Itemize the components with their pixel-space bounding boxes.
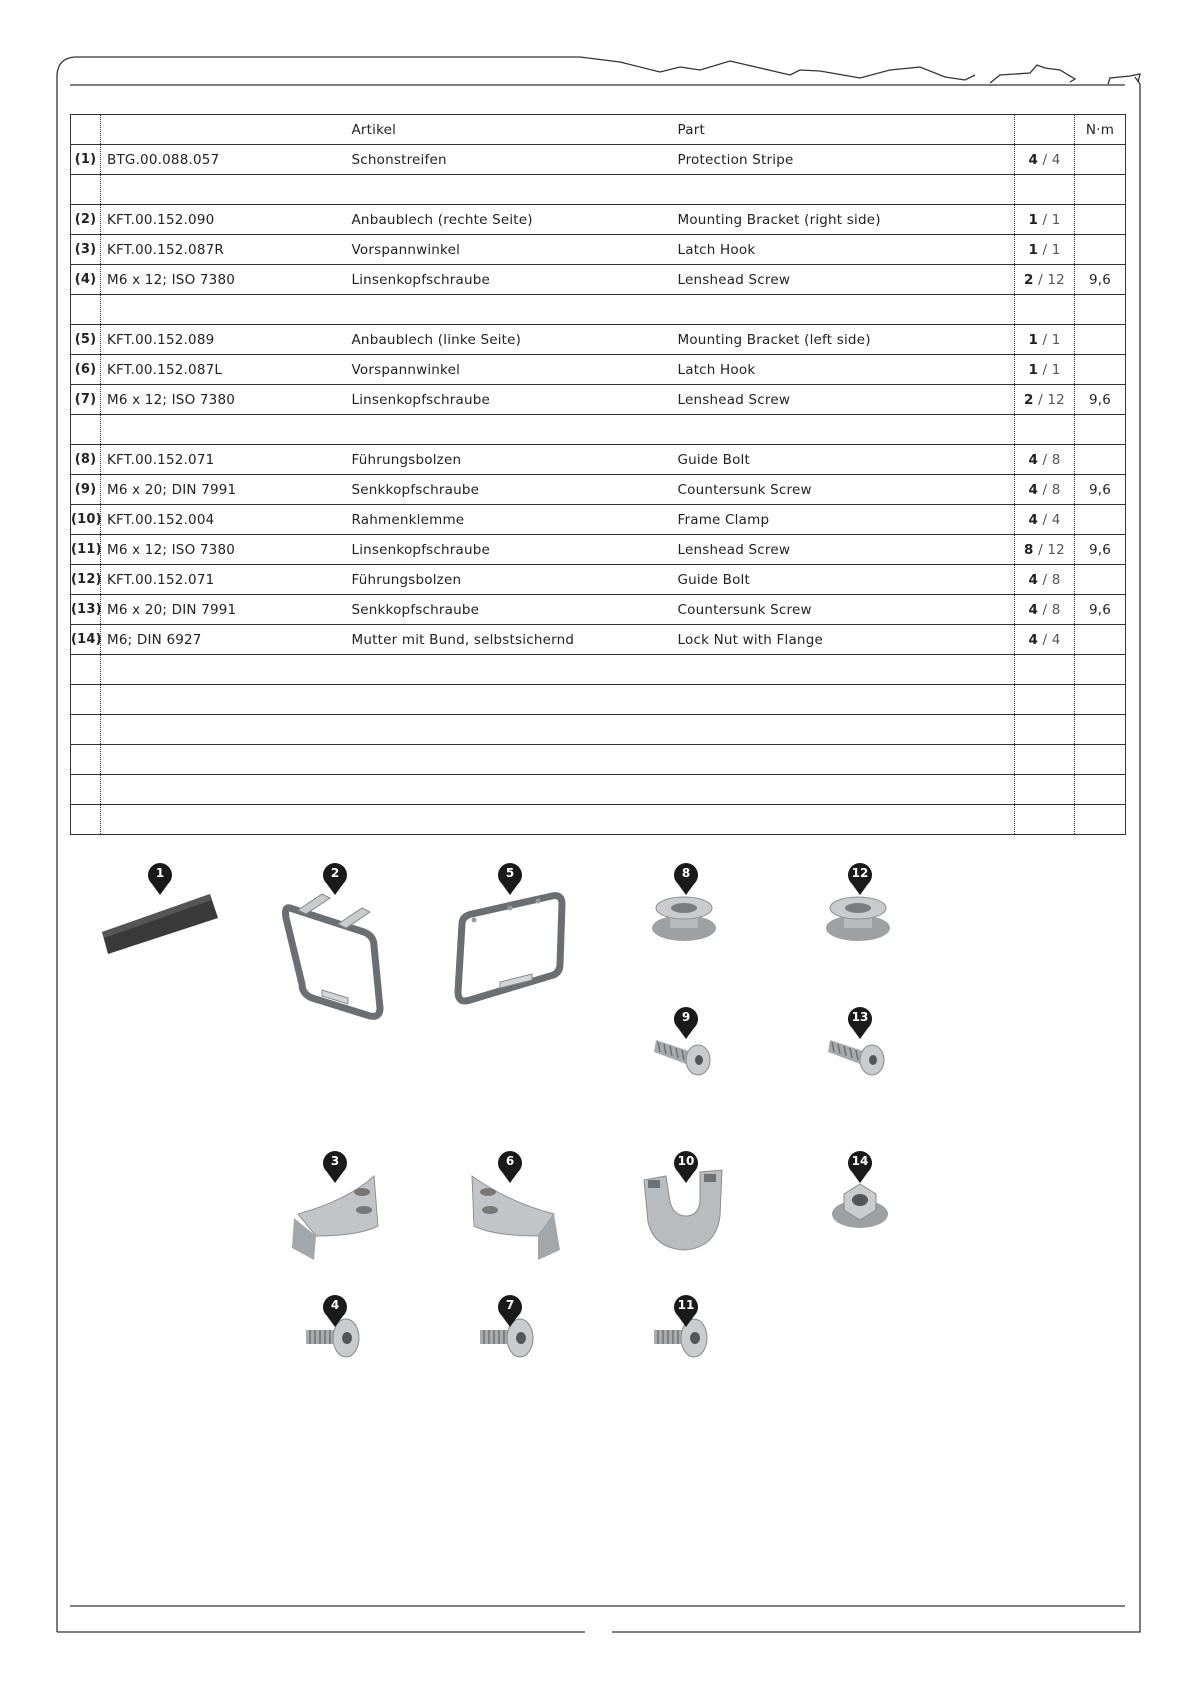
part-marker [322,1150,348,1184]
row-artikel: Senkkopfschraube [346,475,672,505]
header-artikel: Artikel [346,115,672,145]
table-row [71,625,1126,655]
part-marker [673,1150,699,1184]
row-qty [1015,745,1075,775]
qty-total: / 12 [1038,391,1065,408]
row-nm: 9,6 [1075,595,1126,625]
row-code: KFT.00.152.087R [101,235,346,265]
parts-table-body [71,115,1126,835]
row-qty [1015,295,1075,325]
row-nm [1075,445,1126,475]
table-row [71,775,1126,805]
qty-used: 1 [1028,211,1039,228]
part-marker-label: 2 [330,866,340,880]
header-index [71,115,101,145]
row-code: KFT.00.152.089 [101,325,346,355]
row-code: KFT.00.152.087L [101,355,346,385]
row-code: BTG.00.088.057 [101,145,346,175]
row-code [101,745,346,775]
row-artikel: Führungsbolzen [346,445,672,475]
row-qty [1015,475,1075,505]
row-nm [1075,505,1126,535]
row-index: (6) [71,355,101,385]
row-artikel [346,715,672,745]
row-artikel: Rahmenklemme [346,505,672,535]
part-marker [847,1006,873,1040]
row-artikel [346,805,672,835]
qty-used: 1 [1028,331,1039,348]
row-artikel [346,175,672,205]
row-artikel [346,745,672,775]
guide-bolt-photo-8 [648,888,720,946]
row-index: (5) [71,325,101,355]
part-marker-label: 6 [505,1154,515,1168]
table-row [71,385,1126,415]
row-qty [1015,595,1075,625]
qty-total: / 4 [1042,511,1061,528]
row-artikel: Linsenkopfschraube [346,385,672,415]
row-index: (2) [71,205,101,235]
row-index: (11) [71,535,101,565]
header-part: Part [672,115,1015,145]
part-marker [322,862,348,896]
row-part: Countersunk Screw [672,595,1015,625]
qty-total: / 1 [1042,361,1061,378]
table-row [71,745,1126,775]
row-nm [1075,145,1126,175]
row-artikel: Senkkopfschraube [346,595,672,625]
qty-total: / 12 [1038,541,1065,558]
row-index [71,295,101,325]
row-nm [1075,685,1126,715]
row-part: Guide Bolt [672,445,1015,475]
part-marker-label: 12 [851,866,869,880]
protection-stripe-photo [98,888,223,958]
row-part [672,655,1015,685]
row-part [672,685,1015,715]
row-part: Mounting Bracket (right side) [672,205,1015,235]
row-nm [1075,355,1126,385]
row-code: M6 x 12; ISO 7380 [101,265,346,295]
row-artikel [346,415,672,445]
row-artikel: Anbaublech (linke Seite) [346,325,672,355]
row-part: Lock Nut with Flange [672,625,1015,655]
row-qty [1015,175,1075,205]
row-code [101,805,346,835]
row-nm [1075,715,1126,745]
row-index: (4) [71,265,101,295]
table-row [71,205,1126,235]
qty-used: 8 [1024,541,1034,558]
row-artikel: Mutter mit Bund, selbstsichernd [346,625,672,655]
part-marker [322,1294,348,1328]
table-row [71,475,1126,505]
part-marker [497,862,523,896]
header-qty [1015,115,1075,145]
row-qty [1015,235,1075,265]
row-nm [1075,175,1126,205]
row-artikel: Linsenkopfschraube [346,535,672,565]
row-qty [1015,415,1075,445]
parts-table [70,114,1126,835]
table-row [71,145,1126,175]
row-nm [1075,625,1126,655]
header-code [101,115,346,145]
part-marker-label: 9 [681,1010,691,1024]
table-row [71,655,1126,685]
row-code [101,685,346,715]
row-code [101,715,346,745]
row-artikel [346,295,672,325]
row-code: M6 x 20; DIN 7991 [101,475,346,505]
qty-total: / 8 [1042,481,1061,498]
qty-total: / 4 [1042,151,1061,168]
table-row [71,235,1126,265]
row-index [71,415,101,445]
row-nm [1075,775,1126,805]
row-nm: 9,6 [1075,475,1126,505]
row-part: Frame Clamp [672,505,1015,535]
qty-total: / 12 [1038,271,1065,288]
table-row [71,295,1126,325]
row-qty [1015,685,1075,715]
qty-total: / 8 [1042,451,1061,468]
row-code [101,415,346,445]
row-nm: 9,6 [1075,265,1126,295]
qty-used: 4 [1028,511,1039,528]
row-code: KFT.00.152.090 [101,205,346,235]
row-qty [1015,505,1075,535]
row-qty [1015,655,1075,685]
lock-nut-photo [830,1180,890,1234]
part-marker [673,1006,699,1040]
qty-total: / 8 [1042,571,1061,588]
row-part: Lenshead Screw [672,535,1015,565]
part-marker-label: 7 [505,1298,515,1312]
qty-used: 1 [1028,241,1039,258]
part-marker-label: 14 [851,1154,869,1168]
mounting-bracket-right-photo [282,890,392,1030]
row-index [71,685,101,715]
qty-used: 2 [1024,271,1034,288]
row-artikel [346,685,672,715]
row-qty [1015,265,1075,295]
row-part [672,745,1015,775]
row-qty [1015,145,1075,175]
part-marker [497,1294,523,1328]
table-row [71,325,1126,355]
row-part [672,805,1015,835]
row-index: (12) [71,565,101,595]
row-code: M6; DIN 6927 [101,625,346,655]
row-index [71,655,101,685]
row-part: Latch Hook [672,355,1015,385]
row-part: Guide Bolt [672,565,1015,595]
row-nm: 9,6 [1075,385,1126,415]
qty-used: 4 [1028,631,1039,648]
row-part: Mounting Bracket (left side) [672,325,1015,355]
part-marker [147,862,173,896]
row-code: M6 x 12; ISO 7380 [101,385,346,415]
row-part [672,295,1015,325]
row-index: (13) [71,595,101,625]
row-index: (9) [71,475,101,505]
table-row [71,565,1126,595]
guide-bolt-photo-12 [822,888,894,946]
table-row [71,505,1126,535]
row-artikel: Anbaublech (rechte Seite) [346,205,672,235]
part-marker-label: 5 [505,866,515,880]
qty-used: 4 [1028,151,1039,168]
row-nm [1075,565,1126,595]
row-part: Lenshead Screw [672,265,1015,295]
row-code: KFT.00.152.071 [101,445,346,475]
table-header-row [71,115,1126,145]
row-artikel: Führungsbolzen [346,565,672,595]
part-marker-label: 3 [330,1154,340,1168]
row-part [672,415,1015,445]
qty-total: / 4 [1042,631,1061,648]
table-row [71,535,1126,565]
row-index: (8) [71,445,101,475]
part-marker [673,862,699,896]
qty-used: 4 [1028,451,1039,468]
row-index: (7) [71,385,101,415]
row-artikel: Vorspannwinkel [346,355,672,385]
row-qty [1015,625,1075,655]
row-qty [1015,325,1075,355]
qty-total: / 1 [1042,331,1061,348]
row-artikel: Schonstreifen [346,145,672,175]
row-index [71,715,101,745]
row-artikel: Vorspannwinkel [346,235,672,265]
row-code: KFT.00.152.071 [101,565,346,595]
row-nm [1075,325,1126,355]
row-nm [1075,805,1126,835]
row-index: (1) [71,145,101,175]
part-marker [847,1150,873,1184]
row-qty [1015,205,1075,235]
row-part: Countersunk Screw [672,475,1015,505]
row-code: M6 x 12; ISO 7380 [101,535,346,565]
row-index [71,775,101,805]
row-nm [1075,205,1126,235]
row-nm [1075,745,1126,775]
row-qty [1015,535,1075,565]
part-marker-label: 13 [851,1010,869,1024]
row-index [71,805,101,835]
row-artikel [346,775,672,805]
qty-total: / 1 [1042,211,1061,228]
row-code: M6 x 20; DIN 7991 [101,595,346,625]
table-row [71,595,1126,625]
row-qty [1015,355,1075,385]
row-part: Protection Stripe [672,145,1015,175]
table-row [71,265,1126,295]
row-nm [1075,295,1126,325]
table-row [71,415,1126,445]
qty-used: 4 [1028,601,1039,618]
row-part [672,175,1015,205]
row-part [672,775,1015,805]
row-part: Lenshead Screw [672,385,1015,415]
part-marker [673,1294,699,1328]
table-row [71,715,1126,745]
header-nm: N·m [1075,115,1126,145]
part-marker-label: 11 [677,1298,695,1312]
qty-used: 4 [1028,481,1039,498]
part-marker-label: 8 [681,866,691,880]
row-code [101,295,346,325]
part-marker [497,1150,523,1184]
row-index [71,175,101,205]
row-qty [1015,805,1075,835]
row-part [672,715,1015,745]
row-artikel [346,655,672,685]
row-nm [1075,655,1126,685]
row-index: (14) [71,625,101,655]
row-code [101,175,346,205]
row-qty [1015,775,1075,805]
table-row [71,175,1126,205]
row-qty [1015,385,1075,415]
table-row [71,685,1126,715]
row-code [101,775,346,805]
row-index: (3) [71,235,101,265]
qty-total: / 1 [1042,241,1061,258]
row-nm [1075,235,1126,265]
row-nm: 9,6 [1075,535,1126,565]
row-qty [1015,565,1075,595]
row-code: KFT.00.152.004 [101,505,346,535]
row-index: (10) [71,505,101,535]
part-marker-label: 4 [330,1298,340,1312]
row-artikel: Linsenkopfschraube [346,265,672,295]
table-row [71,805,1126,835]
row-qty [1015,445,1075,475]
part-marker [847,862,873,896]
qty-total: / 8 [1042,601,1061,618]
row-qty [1015,715,1075,745]
qty-used: 2 [1024,391,1034,408]
row-code [101,655,346,685]
table-row [71,445,1126,475]
row-part: Latch Hook [672,235,1015,265]
part-marker-label: 1 [155,866,165,880]
qty-used: 1 [1028,361,1039,378]
row-index [71,745,101,775]
mounting-bracket-left-photo [452,890,567,1015]
part-marker-label: 10 [677,1154,695,1168]
table-row [71,355,1126,385]
qty-used: 4 [1028,571,1039,588]
row-nm [1075,415,1126,445]
